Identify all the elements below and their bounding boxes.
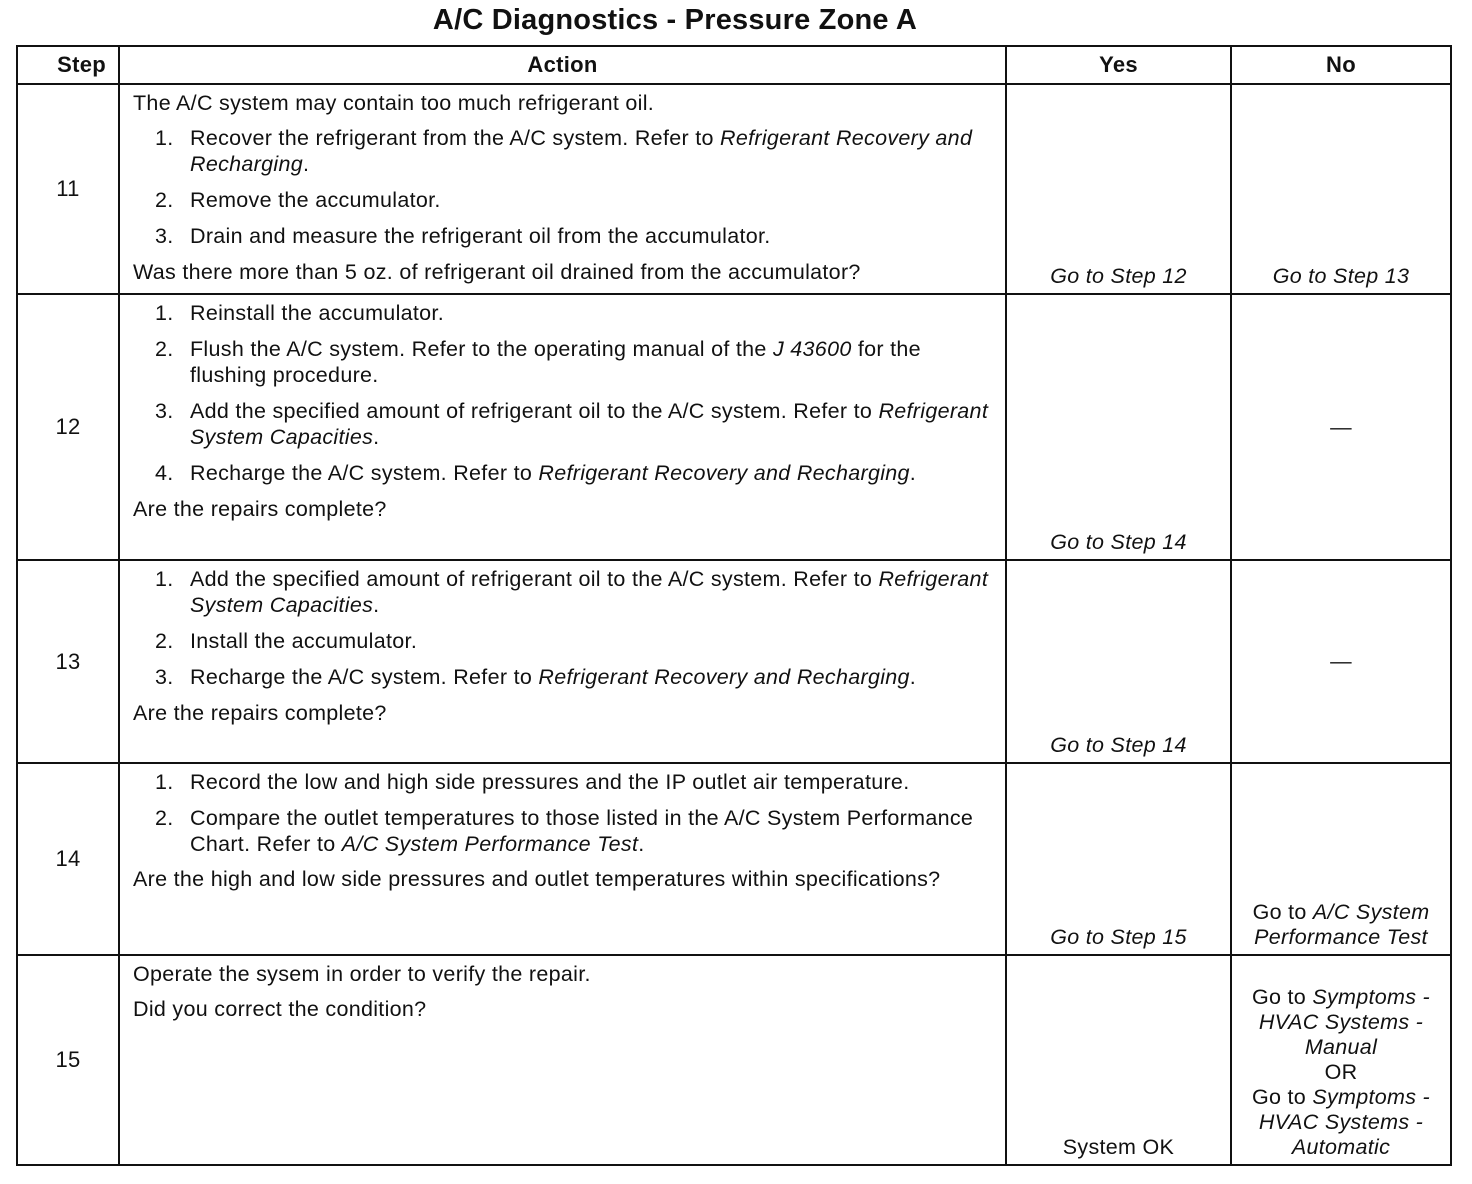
action-question: Was there more than 5 oz. of refrigerant oil drained from the accumulator? (133, 260, 861, 284)
reference-link: Refrigerant System Capacities (190, 567, 989, 617)
no-cell (1231, 560, 1451, 763)
list-item: 2. Compare the outlet temperatures to those listed in the A/C System Performance Chart. Refer to A/C System Performance Test. (155, 806, 974, 856)
action-intro: The A/C system may contain too much refrigerant oil. (133, 91, 655, 115)
reference-link: Symptoms - HVAC Systems - Manual (1258, 985, 1431, 1059)
action-cell (119, 84, 1006, 294)
reference-link: Refrigerant System Capacities (190, 399, 989, 449)
table-header-row (17, 46, 1451, 84)
table-row (17, 955, 1451, 1165)
reference-link: Symptoms - HVAC Systems - Automatic (1258, 1085, 1431, 1159)
table-row (17, 763, 1451, 955)
yes-result: Go to Step 12 (1050, 264, 1187, 288)
page-title: A/C Diagnostics - Pressure Zone A (432, 4, 918, 36)
no-result-or: OR (1324, 1060, 1358, 1084)
action-cell (119, 560, 1006, 763)
action-intro: Operate the sysem in order to verify the repair. (133, 962, 591, 986)
header-step: Step (17, 46, 119, 84)
no-cell (1231, 955, 1451, 1165)
header-action: Action (119, 46, 1006, 84)
yes-cell (1006, 294, 1231, 560)
reference-link: A/C System Performance Test (1254, 900, 1430, 949)
reference-link: Refrigerant Recovery and Recharging (538, 665, 910, 689)
no-result: Go to Step 13 (1272, 264, 1410, 288)
list-item: 1. Recover the refrigerant from the A/C system. Refer to Refrigerant Recovery and Recharging. (155, 126, 973, 176)
action-question: Are the repairs complete? (133, 497, 387, 521)
yes-result: Go to Step 14 (1050, 733, 1187, 757)
list-item: 3. Recharge the A/C system. Refer to Refrigerant Recovery and Recharging. (155, 665, 917, 689)
step-number: 14 (17, 763, 119, 955)
table-row (17, 84, 1451, 294)
yes-result: Go to Step 15 (1050, 925, 1187, 949)
no-result-dash: — (1330, 414, 1352, 439)
step-number: 15 (17, 955, 119, 1165)
list-item: 1. Reinstall the accumulator. (155, 301, 444, 325)
yes-cell (1006, 763, 1231, 955)
reference-link: J 43600 (772, 337, 852, 361)
no-cell (1231, 294, 1451, 560)
list-item: 2. Remove the accumulator. (155, 188, 441, 212)
table-row (17, 560, 1451, 763)
reference-link: Refrigerant Recovery and Recharging (538, 461, 910, 485)
list-item: 1. Record the low and high side pressures and the IP outlet air temperature. (155, 770, 910, 794)
list-item: 3. Drain and measure the refrigerant oil from the accumulator. (155, 224, 771, 248)
yes-cell (1006, 560, 1231, 763)
action-list (133, 300, 995, 486)
action-question: Did you correct the condition? (133, 997, 427, 1021)
action-list (133, 566, 995, 690)
no-result-option-1: Go to Symptoms - HVAC Systems - Manual (1251, 985, 1431, 1059)
list-item: 3. Add the specified amount of refrigerant oil to the A/C system. Refer to Refrigerant System Capacities. (155, 399, 989, 449)
header-no: No (1231, 46, 1451, 84)
diagnostic-table (16, 45, 1452, 1166)
action-question: Are the high and low side pressures and outlet temperatures within specifications? (133, 867, 941, 891)
action-question: Are the repairs complete? (133, 701, 387, 725)
list-item: 2. Install the accumulator. (155, 629, 418, 653)
action-list (133, 769, 995, 857)
reference-link: A/C System Performance Test (341, 832, 639, 856)
reference-link: Refrigerant Recovery and Recharging (190, 126, 973, 176)
header-yes: Yes (1006, 46, 1231, 84)
no-cell (1231, 763, 1451, 955)
action-cell (119, 763, 1006, 955)
action-cell (119, 294, 1006, 560)
no-result: Go to A/C System Performance Test (1252, 900, 1430, 949)
action-list (133, 125, 995, 249)
step-number: 11 (17, 84, 119, 294)
step-number: 12 (17, 294, 119, 560)
yes-cell (1006, 955, 1231, 1165)
list-item: 4. Recharge the A/C system. Refer to Refrigerant Recovery and Recharging. (155, 461, 917, 485)
no-cell (1231, 84, 1451, 294)
yes-result: System OK (1062, 1135, 1175, 1159)
table-row (17, 294, 1451, 560)
list-item: 2. Flush the A/C system. Refer to the operating manual of the J 43600 for the flushing procedure. (155, 337, 921, 387)
step-number: 13 (17, 560, 119, 763)
yes-result: Go to Step 14 (1050, 530, 1187, 554)
no-result-option-2: Go to Symptoms - HVAC Systems - Automatic (1251, 1085, 1431, 1159)
list-item: 1. Add the specified amount of refrigerant oil to the A/C system. Refer to Refrigerant System Capacities. (155, 567, 989, 617)
action-cell (119, 955, 1006, 1165)
yes-cell (1006, 84, 1231, 294)
no-result-dash: — (1330, 649, 1352, 673)
